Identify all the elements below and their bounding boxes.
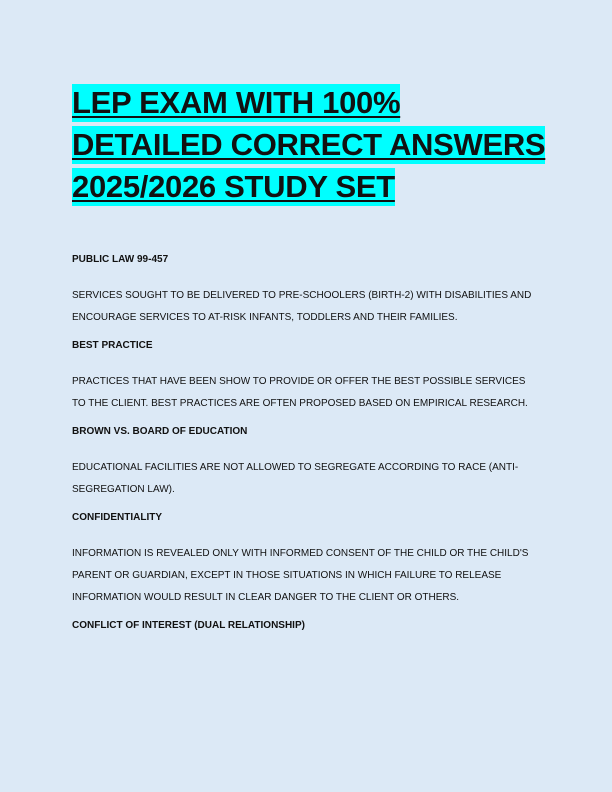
term-definition: INFORMATION IS REVEALED ONLY WITH INFORMED CONSENT OF THE CHILD OR THE CHILD'S PARENT OR GUARDIAN, EXCEPT IN THOSE SITUATIONS IN WHICH FAILURE TO RELEASE INFORMATION WOULD RESULT IN CLEAR DANGER TO THE CLIENT OR OTHERS. [72,548,529,603]
glossary-entry-best-practice [72,339,542,415]
term-heading: BEST PRACTICE [72,340,153,351]
glossary-entry-brown-vs-board [72,425,542,501]
document-title [72,84,546,210]
document-page [72,84,546,651]
glossary-entry-confidentiality [72,511,542,609]
term-definition: SERVICES SOUGHT TO BE DELIVERED TO PRE-SCHOOLERS (BIRTH-2) WITH DISABILITIES AND ENCOURAGE SERVICES TO AT-RISK INFANTS, TODDLERS AND THEIR FAMILIES. [72,290,532,323]
term-definition: EDUCATIONAL FACILITIES ARE NOT ALLOWED TO SEGREGATE ACCORDING TO RACE (ANTI-SEGREGATION LAW). [72,462,519,495]
term-heading: CONFIDENTIALITY [72,512,162,523]
term-definition: PRACTICES THAT HAVE BEEN SHOW TO PROVIDE OR OFFER THE BEST POSSIBLE SERVICES TO THE CLIENT. BEST PRACTICES ARE OFTEN PROPOSED BASED ON EMPIRICAL RESEARCH. [72,376,528,409]
term-heading: PUBLIC LAW 99-457 [72,254,169,265]
title-line-2: DETAILED CORRECT ANSWERS [72,127,546,162]
term-heading: BROWN VS. BOARD OF EDUCATION [72,426,248,437]
title-line-1: LEP EXAM WITH 100% [72,85,401,120]
glossary-entry-conflict-of-interest [72,619,542,633]
glossary-entry-public-law [72,253,542,329]
title-line-3: 2025/2026 STUDY SET [72,169,395,204]
term-heading: CONFLICT OF INTEREST (DUAL RELATIONSHIP) [72,620,305,631]
